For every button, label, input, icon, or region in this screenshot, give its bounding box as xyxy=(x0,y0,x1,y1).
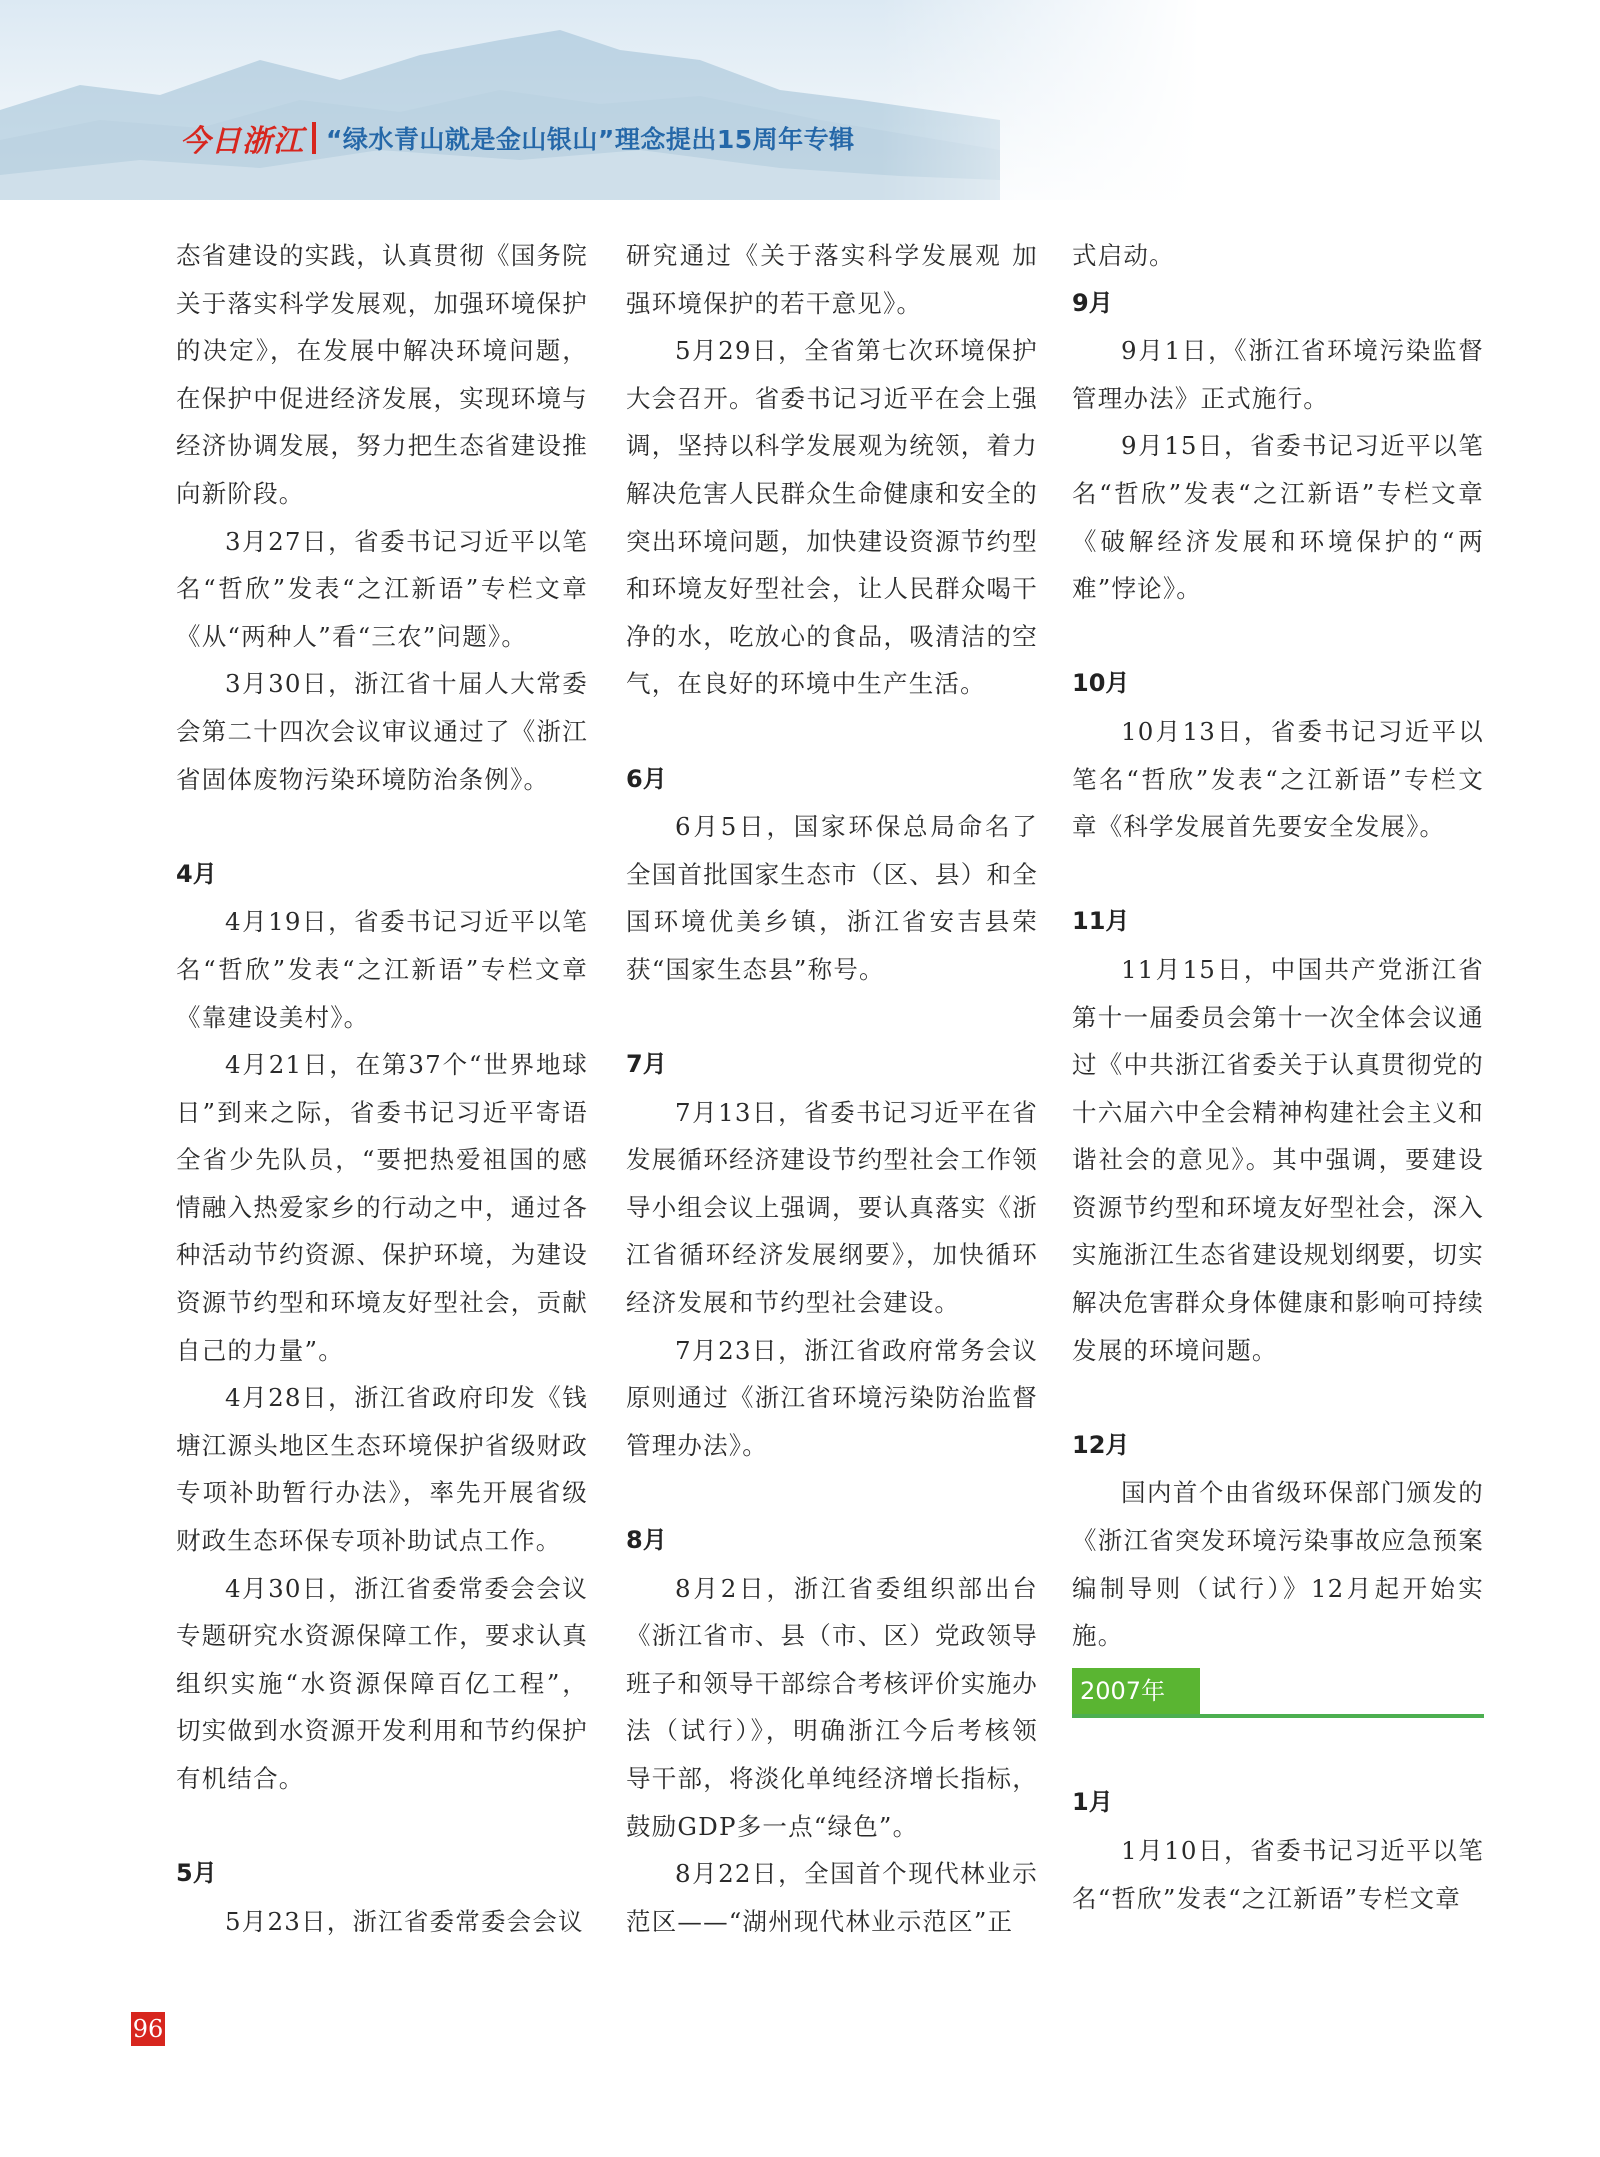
year-label: 2007年 xyxy=(1072,1668,1200,1714)
text-column-1 xyxy=(176,232,588,1945)
chronicle-paragraph: 7月13日，省委书记习近平在省发展循环经济建设节约型社会工作领导小组会议上强调，要认真落实《浙江省循环经济发展纲要》，加快循环经济发展和节约型社会建设。 xyxy=(626,1097,1038,1318)
section-spacer xyxy=(176,803,588,851)
month-heading: 11月 xyxy=(1072,907,1130,936)
chronicle-paragraph: 4月30日，浙江省委常委会会议专题研究水资源保障工作，要求认真组织实施“水资源保障百亿工程”，切实做到水资源开发利用和节约保护有机结合。 xyxy=(176,1573,588,1793)
series-title: “绿水青山就是金山银山”理念提出15周年专辑 xyxy=(326,125,855,154)
chronicle-paragraph: 7月23日，浙江省政府常务会议原则通过《浙江省环境污染防治监督管理办法》。 xyxy=(626,1335,1038,1460)
chronicle-paragraph: 5月29日，全省第七次环境保护大会召开。省委书记习近平在会上强调，坚持以科学发展观为统领，着力解决危害人民群众生命健康和安全的突出环境问题，加快建设资源节约型和环境友好型社会，让人民群众喝干净的水，吃放心的食品，吸清洁的空气，在良好的环境中生产生活。 xyxy=(626,336,1038,699)
header-row xyxy=(180,116,855,160)
section-spacer xyxy=(1072,1732,1484,1780)
text-column-2 xyxy=(626,232,1038,1945)
month-heading: 8月 xyxy=(626,1526,667,1555)
header-divider xyxy=(312,122,316,154)
chronicle-paragraph: 1月10日，省委书记习近平以笔名“哲欣”发表“之江新语”专栏文章 xyxy=(1072,1836,1484,1913)
text-column-3 xyxy=(1072,232,1484,1922)
chronicle-paragraph: 11月15日，中国共产党浙江省第十一届委员会第十一次全体会议通过《中共浙江省委关于认真贯彻党的十六届六中全会精神构建社会主义和谐社会的意见》。其中强调，要建设资源节约型和环境友好型社会，深入实施浙江生态省建设规划纲要，切实解决危害群众身体健康和影响可持续发展的环境问题。 xyxy=(1072,954,1484,1365)
section-spacer xyxy=(1072,851,1484,899)
chronicle-paragraph: 5月23日，浙江省委常委会会议 xyxy=(225,1906,584,1936)
page-number: 96 xyxy=(131,2012,165,2046)
chronicle-paragraph: 式启动。 xyxy=(1072,241,1175,270)
section-spacer xyxy=(1072,1374,1484,1422)
month-heading: 4月 xyxy=(176,859,217,888)
section-spacer xyxy=(626,708,1038,756)
section-spacer xyxy=(176,1803,588,1851)
month-heading: 6月 xyxy=(626,764,667,793)
month-heading: 5月 xyxy=(176,1859,217,1888)
header-banner xyxy=(0,0,1600,240)
section-spacer xyxy=(626,994,1038,1042)
year-banner xyxy=(1072,1668,1484,1718)
month-heading: 12月 xyxy=(1072,1430,1130,1459)
section-spacer xyxy=(1072,613,1484,661)
chronicle-paragraph: 9月15日，省委书记习近平以笔名“哲欣”发表“之江新语”专栏文章《破解经济发展和环境保护的“两难”悖论》。 xyxy=(1072,431,1484,604)
magazine-logo: 今日浙江 xyxy=(180,124,304,159)
month-heading: 10月 xyxy=(1072,669,1130,698)
chronicle-paragraph: 8月22日，全国首个现代林业示范区——“湖州现代林业示范区”正 xyxy=(626,1859,1038,1936)
month-heading: 1月 xyxy=(1072,1788,1113,1817)
chronicle-paragraph: 4月21日，在第37个“世界地球日”到来之际，省委书记习近平寄语全省少先队员，“要把热爱祖国的感情融入热爱家乡的行动之中，通过各种活动节约资源、保护环境，为建设资源节约型和环境友好型社会，贡献自己的力量”。 xyxy=(176,1050,588,1365)
section-spacer xyxy=(626,1469,1038,1517)
chronicle-paragraph: 9月1日，《浙江省环境污染监督管理办法》正式施行。 xyxy=(1072,336,1484,413)
chronicle-paragraph: 10月13日，省委书记习近平以笔名“哲欣”发表“之江新语”专栏文章《科学发展首先要安全发展》。 xyxy=(1072,716,1484,842)
month-heading: 9月 xyxy=(1072,288,1113,317)
chronicle-paragraph: 8月2日，浙江省委组织部出台《浙江省市、县（市、区）党政领导班子和领导干部综合考核评价实施办法（试行）》，明确浙江今后考核领导干部，将淡化单纯经济增长指标，鼓励GDP多一点“绿色”。 xyxy=(626,1573,1038,1841)
chronicle-paragraph: 6月5日，国家环保总局命名了全国首批国家生态市（区、县）和全国环境优美乡镇，浙江省安吉县荣获“国家生态县”称号。 xyxy=(626,812,1038,984)
chronicle-paragraph: 4月19日，省委书记习近平以笔名“哲欣”发表“之江新语”专栏文章《靠建设美村》。 xyxy=(176,907,588,1032)
chronicle-paragraph: 3月27日，省委书记习近平以笔名“哲欣”发表“之江新语”专栏文章《从“两种人”看“三农”问题》。 xyxy=(176,526,588,651)
month-heading: 7月 xyxy=(626,1050,667,1079)
chronicle-paragraph: 4月28日，浙江省政府印发《钱塘江源头地区生态环境保护省级财政专项补助暂行办法》，率先开展省级财政生态环保专项补助试点工作。 xyxy=(176,1383,588,1556)
chronicle-paragraph: 态省建设的实践，认真贯彻《国务院关于落实科学发展观，加强环境保护的决定》，在发展中解决环境问题，在保护中促进经济发展，实现环境与经济协调发展，努力把生态省建设推向新阶段。 xyxy=(176,241,588,508)
chronicle-paragraph: 国内首个由省级环保部门颁发的《浙江省突发环境污染事故应急预案编制导则（试行）》12月起开始实施。 xyxy=(1072,1478,1484,1651)
chronicle-paragraph: 研究通过《关于落实科学发展观 加强环境保护的若干意见》。 xyxy=(626,241,1038,318)
chronicle-paragraph: 3月30日，浙江省十届人大常委会第二十四次会议审议通过了《浙江省固体废物污染环境防治条例》。 xyxy=(176,669,588,794)
